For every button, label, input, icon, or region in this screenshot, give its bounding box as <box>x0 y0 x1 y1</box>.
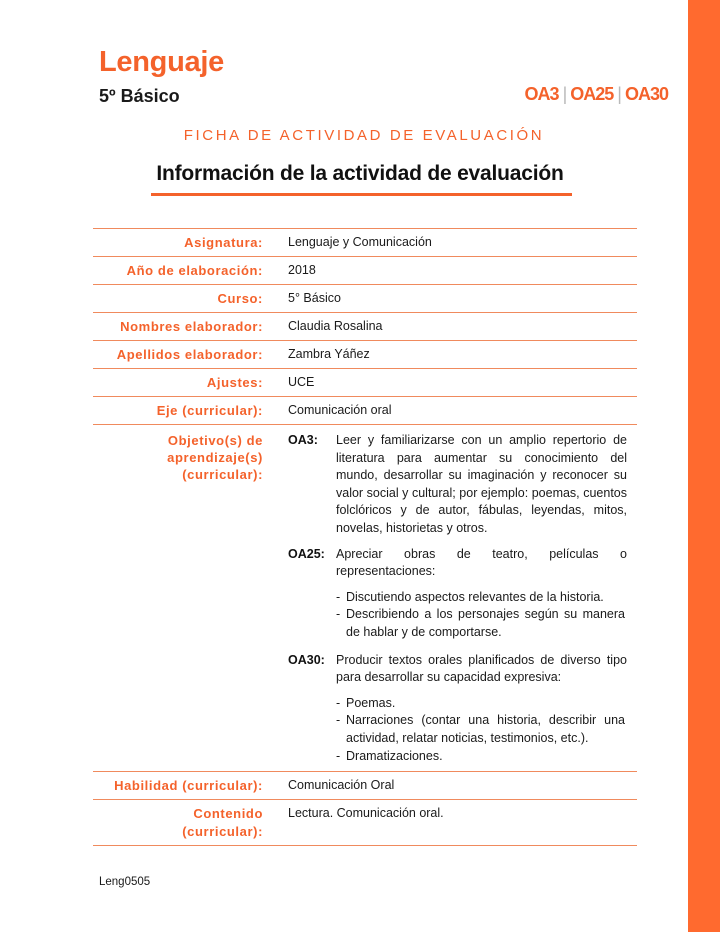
label-line: (curricular): <box>182 467 263 482</box>
field-label: Curso: <box>217 291 263 306</box>
field-label: Eje (curricular): <box>156 403 263 418</box>
objective-code: OA25: <box>288 546 325 561</box>
objectives-list <box>288 432 637 765</box>
objective-text: Producir textos orales planificados de diverso tipo para desarrollar su capacidad expresiva: <box>336 652 627 685</box>
field-value: UCE <box>288 375 315 389</box>
page-title: Información de la actividad de evaluación <box>156 162 564 185</box>
field-label: Año de elaboración: <box>126 263 263 278</box>
oa-code-1: OA3 <box>524 84 559 104</box>
field-label: Apellidos elaborador: <box>116 347 263 362</box>
field-value: Zambra Yáñez <box>288 347 370 361</box>
row-curso <box>93 285 637 313</box>
label-line: Objetivo(s) de <box>167 433 263 448</box>
objective-code: OA3: <box>288 433 318 447</box>
field-label: Nombres elaborador: <box>120 319 263 334</box>
list-item: - Discutiendo aspectos relevantes de la historia. <box>336 589 604 604</box>
row-apellidos-elaborador <box>93 341 637 369</box>
objective-oa30-subitems <box>336 695 627 765</box>
sheet-kicker: FICHA DE ACTIVIDAD DE EVALUACIÓN <box>183 127 545 144</box>
objective-oa3 <box>288 432 627 538</box>
document-code: Leng0505 <box>99 876 151 888</box>
row-objetivos <box>93 425 637 772</box>
oa-code-3: OA30 <box>624 84 668 104</box>
subject-title: Lenguaje <box>99 46 224 78</box>
oa-separator: | <box>562 84 567 104</box>
field-label-objetivos <box>93 432 263 765</box>
field-value: Lenguaje y Comunicación <box>288 235 432 249</box>
field-value: Comunicación oral <box>288 403 392 417</box>
row-ano-elaboracion <box>93 257 637 285</box>
objective-oa25-subitems <box>336 589 627 642</box>
row-ajustes <box>93 369 637 397</box>
info-table <box>93 228 637 846</box>
objective-text: Apreciar obras de teatro, películas o representaciones: <box>336 546 627 579</box>
row-nombres-elaborador <box>93 313 637 341</box>
objective-oa30 <box>288 652 627 687</box>
oa-code-2: OA25 <box>570 84 614 104</box>
grade-label: 5º Básico <box>99 86 180 106</box>
list-item: - Narraciones (contar una historia, describir una actividad, relatar noticias, testimonios, etc.). <box>336 713 625 745</box>
field-value: 5° Básico <box>288 291 341 305</box>
title-underline <box>151 193 572 196</box>
field-label: Habilidad (curricular): <box>114 778 263 794</box>
field-value: 2018 <box>288 263 316 277</box>
row-contenido <box>93 800 637 846</box>
objective-code: OA30: <box>288 652 325 667</box>
field-value: Claudia Rosalina <box>288 319 383 333</box>
list-item: - Dramatizaciones. <box>336 748 443 763</box>
field-label: Ajustes: <box>206 375 263 390</box>
field-label-contenido <box>93 805 263 841</box>
oa-separator: | <box>617 84 621 104</box>
label-line: (curricular): <box>182 824 263 840</box>
row-habilidad <box>93 772 637 800</box>
label-line: aprendizaje(s) <box>167 450 263 465</box>
field-label: Asignatura: <box>184 235 263 250</box>
row-asignatura <box>93 229 637 257</box>
list-item: - Describiendo a los personajes según su manera de hablar y de comportarse. <box>336 607 625 639</box>
objective-text: Leer y familiarizarse con un amplio repertorio de literatura para aumentar su conocimiento del mundo, desarrollar su imaginación y reconocer su valor social y cultural; por ejemplo: poemas, cuentos folclóricos y de autor, fábulas, leyendas, mitos, novelas, historietas y otros. <box>336 433 627 535</box>
row-eje-curricular <box>93 397 637 425</box>
field-value: Comunicación Oral <box>288 778 395 793</box>
field-value: Lectura. Comunicación oral. <box>288 806 444 821</box>
label-line: Contenido <box>193 806 263 822</box>
oa-codes-header <box>525 84 668 105</box>
list-item: - Poemas. <box>336 695 396 710</box>
objective-oa25 <box>288 546 627 581</box>
